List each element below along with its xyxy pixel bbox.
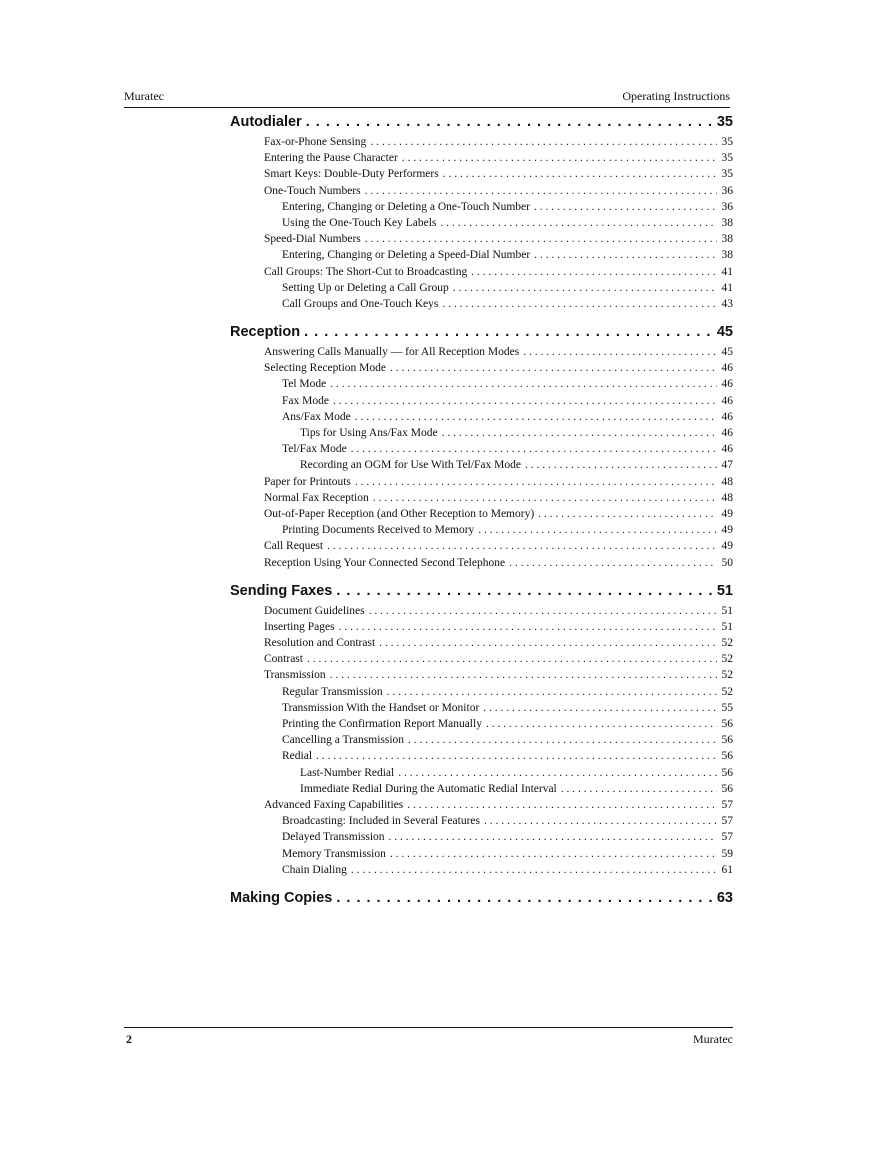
toc-page-number: 48 xyxy=(721,491,733,504)
toc-page-number: 52 xyxy=(721,637,733,650)
toc-entry xyxy=(230,750,733,766)
toc-page-number: 55 xyxy=(721,701,733,714)
toc-leader-dots xyxy=(407,799,717,811)
toc-page-number: 38 xyxy=(721,216,733,229)
toc-entry xyxy=(230,427,733,443)
toc-entry xyxy=(230,136,733,152)
toc-leader-dots xyxy=(402,152,717,164)
toc-leader-dots xyxy=(355,476,717,488)
toc-entry-title: Speed-Dial Numbers xyxy=(264,233,361,246)
toc-entry xyxy=(230,476,733,492)
toc-entry-title: Sending Faxes xyxy=(230,582,333,599)
toc-entry xyxy=(230,783,733,799)
toc-leader-dots xyxy=(365,233,717,245)
toc-entry-title: Reception xyxy=(230,324,301,341)
toc-section-heading xyxy=(230,583,733,605)
toc-entry xyxy=(230,266,733,282)
toc-entry-title: Out-of-Paper Reception (and Other Reception to Memory) xyxy=(264,507,535,520)
toc-leader-dots xyxy=(330,669,717,681)
toc-leader-dots xyxy=(486,718,717,730)
toc-entry-title: Cancelling a Transmission xyxy=(282,734,405,747)
toc-entry xyxy=(230,282,733,298)
toc-page-number: 49 xyxy=(721,540,733,553)
toc-leader-dots xyxy=(327,540,717,552)
toc-entry-title: Entering, Changing or Deleting a One-Touch Number xyxy=(282,200,530,213)
toc-page-number: 45 xyxy=(721,346,733,359)
toc-page-number: 56 xyxy=(721,734,733,747)
toc-leader-dots xyxy=(534,201,717,213)
toc-entry-title: Resolution and Contrast xyxy=(264,637,376,650)
toc-entry-title: Call Groups and One-Touch Keys xyxy=(282,297,439,310)
toc-entry xyxy=(230,395,733,411)
toc-page-number: 43 xyxy=(721,297,733,310)
toc-leader-dots xyxy=(390,362,717,374)
toc-leader-dots xyxy=(369,605,717,617)
toc-entry xyxy=(230,411,733,427)
toc-entry xyxy=(230,864,733,880)
toc-leader-dots xyxy=(453,282,717,294)
toc-page-number: 63 xyxy=(716,889,733,906)
toc-page-number: 56 xyxy=(721,782,733,795)
toc-leader-dots xyxy=(355,411,717,423)
toc-entry-title: Recording an OGM for Use With Tel/Fax Mode xyxy=(300,459,521,472)
toc-leader-dots xyxy=(440,217,717,229)
toc-page-number: 61 xyxy=(721,863,733,876)
toc-entry-title: One-Touch Numbers xyxy=(264,184,361,197)
toc-leader-dots xyxy=(398,767,717,779)
toc-leader-dots xyxy=(523,346,717,358)
toc-leader-dots xyxy=(330,378,717,390)
toc-entry-title: Entering the Pause Character xyxy=(264,152,398,165)
toc-entry xyxy=(230,492,733,508)
toc-page-number: 36 xyxy=(721,184,733,197)
toc-page-number: 38 xyxy=(721,233,733,246)
toc-leader-dots xyxy=(389,831,717,843)
toc-leader-dots xyxy=(561,783,717,795)
toc-entry xyxy=(230,459,733,475)
toc-entry-title: Paper for Printouts xyxy=(264,475,351,488)
toc-entry-title: Ans/Fax Mode xyxy=(282,410,351,423)
toc-page-number: 38 xyxy=(721,249,733,262)
toc-leader-dots xyxy=(370,136,717,148)
toc-entry xyxy=(230,508,733,524)
footer-rule xyxy=(124,1027,733,1028)
toc-leader-dots xyxy=(471,266,717,278)
toc-page-number: 35 xyxy=(721,168,733,181)
toc-entry-title: Last-Number Redial xyxy=(300,766,395,779)
toc-entry xyxy=(230,168,733,184)
toc-entry-title: Printing the Confirmation Report Manually xyxy=(282,718,482,730)
toc-leader-dots xyxy=(307,653,717,665)
toc-entry-title: Setting Up or Deleting a Call Group xyxy=(282,281,449,294)
toc-leader-dots xyxy=(478,524,717,536)
toc-entry xyxy=(230,767,733,783)
toc-leader-dots xyxy=(379,637,717,649)
toc-entry-title: Contrast xyxy=(264,653,303,666)
toc-leader-dots xyxy=(442,427,717,439)
toc-section-heading xyxy=(230,324,733,346)
toc-leader-dots xyxy=(316,750,717,762)
toc-entry-title: Immediate Redial During the Automatic Redial Interval xyxy=(300,782,557,795)
toc-entry-title: Regular Transmission xyxy=(282,685,383,698)
toc-entry xyxy=(230,346,733,362)
toc-page-number: 36 xyxy=(721,200,733,213)
toc-entry xyxy=(230,815,733,831)
toc-leader-dots xyxy=(525,459,717,471)
toc-entry-title: Answering Calls Manually — for All Reception Modes xyxy=(264,346,520,359)
toc-entry xyxy=(230,201,733,217)
toc-entry xyxy=(230,848,733,864)
toc-leader-dots xyxy=(484,815,717,827)
toc-entry xyxy=(230,718,733,734)
toc-entry xyxy=(230,557,733,573)
toc-page-number: 56 xyxy=(721,718,733,730)
toc-entry-title: Reception Using Your Connected Second Telephone xyxy=(264,556,506,569)
toc-page-number: 46 xyxy=(721,362,733,375)
toc-page-number: 51 xyxy=(721,620,733,633)
toc-entry xyxy=(230,686,733,702)
footer-brand: Muratec xyxy=(693,1032,733,1046)
toc-page-number: 52 xyxy=(721,685,733,698)
toc-entry xyxy=(230,831,733,847)
toc-page-number: 46 xyxy=(721,427,733,439)
toc-leader-dots xyxy=(408,734,717,746)
toc-page-number: 35 xyxy=(721,152,733,165)
toc-entry xyxy=(230,443,733,459)
page-header xyxy=(124,89,730,107)
toc-entry xyxy=(230,653,733,669)
toc-page-number: 49 xyxy=(721,524,733,537)
toc-leader-dots xyxy=(365,185,717,197)
toc-page-number: 51 xyxy=(721,604,733,617)
toc-entry xyxy=(230,217,733,233)
toc-leader-dots xyxy=(483,702,717,714)
toc-entry-title: Printing Documents Received to Memory xyxy=(282,524,475,537)
toc-entry xyxy=(230,637,733,653)
toc-leader-dots xyxy=(390,848,717,860)
toc-entry-title: Broadcasting: Included in Several Features xyxy=(282,815,480,828)
toc-entry xyxy=(230,734,733,750)
toc-entry-title: Advanced Faxing Capabilities xyxy=(264,798,404,811)
toc-leader-dots xyxy=(336,890,715,906)
toc-page-number: 57 xyxy=(721,831,733,844)
toc-entry xyxy=(230,152,733,168)
toc-entry-title: Call Request xyxy=(264,540,324,553)
toc-leader-dots xyxy=(442,298,717,310)
toc-entry xyxy=(230,799,733,815)
toc-page-number: 47 xyxy=(721,459,733,472)
toc-entry-title: Entering, Changing or Deleting a Speed-Dial Number xyxy=(282,249,531,262)
toc-page-number: 49 xyxy=(721,507,733,520)
toc-entry-title: Delayed Transmission xyxy=(282,831,385,844)
toc-entry xyxy=(230,669,733,685)
toc-leader-dots xyxy=(387,686,717,698)
toc-page-number: 41 xyxy=(721,281,733,294)
toc-entry xyxy=(230,378,733,394)
toc-entry-title: Tel Mode xyxy=(282,378,327,391)
header-rule xyxy=(124,107,730,108)
toc-leader-dots xyxy=(304,324,715,340)
toc-leader-dots xyxy=(306,114,715,130)
toc-page-number: 50 xyxy=(721,556,733,569)
toc-page-number: 59 xyxy=(721,847,733,860)
toc-entry xyxy=(230,362,733,378)
toc-entry-title: Selecting Reception Mode xyxy=(264,362,386,375)
toc-entry xyxy=(230,524,733,540)
toc-section-heading xyxy=(230,114,733,136)
toc-entry xyxy=(230,185,733,201)
toc-entry xyxy=(230,605,733,621)
toc-entry-title: Inserting Pages xyxy=(264,620,335,633)
footer-page-number: 2 xyxy=(126,1032,132,1046)
toc-page-number: 48 xyxy=(721,475,733,488)
toc-entry xyxy=(230,621,733,637)
toc-entry xyxy=(230,298,733,314)
toc-entry-title: Document Guidelines xyxy=(264,604,365,617)
toc-entry-title: Redial xyxy=(282,750,313,763)
toc-entry-title: Normal Fax Reception xyxy=(264,491,369,504)
toc-entry-title: Call Groups: The Short-Cut to Broadcasting xyxy=(264,265,468,278)
toc-page-number: 46 xyxy=(721,410,733,423)
toc-entry-title: Fax Mode xyxy=(282,394,329,407)
toc-leader-dots xyxy=(333,395,717,407)
toc-leader-dots xyxy=(509,557,717,569)
toc-entry xyxy=(230,540,733,556)
toc-leader-dots xyxy=(534,249,717,261)
toc-entry xyxy=(230,249,733,265)
toc-page-number: 35 xyxy=(721,136,733,148)
toc-leader-dots xyxy=(373,492,717,504)
toc-leader-dots xyxy=(443,168,717,180)
toc-entry xyxy=(230,702,733,718)
toc-page-number: 46 xyxy=(721,394,733,407)
toc-entry-title: Using the One-Touch Key Labels xyxy=(282,216,437,229)
toc-entry-title: Chain Dialing xyxy=(282,863,347,876)
toc-leader-dots xyxy=(351,443,717,455)
toc-entry-title: Transmission xyxy=(264,669,326,682)
toc-page-number: 56 xyxy=(721,750,733,763)
toc-entry-title: Tips for Using Ans/Fax Mode xyxy=(300,427,438,439)
toc-leader-dots xyxy=(336,583,715,599)
toc-entry-title: Fax-or-Phone Sensing xyxy=(264,136,367,148)
page-footer xyxy=(124,1032,733,1050)
table-of-contents xyxy=(230,114,733,912)
toc-leader-dots xyxy=(351,864,717,876)
toc-section-heading xyxy=(230,890,733,912)
toc-entry xyxy=(230,233,733,249)
toc-entry-title: Smart Keys: Double-Duty Performers xyxy=(264,168,439,181)
toc-entry-title: Memory Transmission xyxy=(282,847,386,860)
header-doc-title: Operating Instructions xyxy=(622,89,730,103)
toc-page-number: 57 xyxy=(721,798,733,811)
toc-page-number: 46 xyxy=(721,443,733,456)
toc-entry-title: Transmission With the Handset or Monitor xyxy=(282,701,480,714)
toc-page-number: 57 xyxy=(721,815,733,828)
toc-page-number: 52 xyxy=(721,653,733,666)
toc-leader-dots xyxy=(339,621,717,633)
toc-page-number: 45 xyxy=(716,324,733,341)
toc-entry-title: Making Copies xyxy=(230,889,333,906)
toc-entry-title: Tel/Fax Mode xyxy=(282,443,347,456)
toc-page-number: 41 xyxy=(721,265,733,278)
toc-page-number: 56 xyxy=(721,766,733,779)
toc-page-number: 35 xyxy=(716,114,733,130)
toc-entry-title: Autodialer xyxy=(230,114,302,130)
toc-page-number: 46 xyxy=(721,378,733,391)
toc-page-number: 52 xyxy=(721,669,733,682)
toc-page-number: 51 xyxy=(716,582,733,599)
toc-leader-dots xyxy=(538,508,717,520)
header-brand: Muratec xyxy=(124,89,164,103)
